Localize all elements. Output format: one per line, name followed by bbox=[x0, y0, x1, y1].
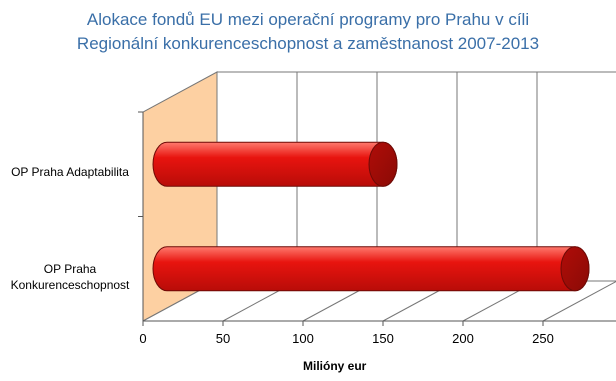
chart-title-line1: Alokace fondů EU mezi operační programy pro Prahu v cíli bbox=[86, 10, 530, 29]
chart-title-line2: Regionální konkurenceschopnost a zaměstnanost 2007-2013 bbox=[76, 34, 540, 53]
x-tick-label: 50 bbox=[215, 331, 231, 346]
category-label-2 bbox=[0, 261, 140, 293]
x-tick-label: 150 bbox=[372, 331, 394, 346]
x-axis-title: Milióny eur bbox=[303, 359, 367, 373]
category-label-line: OP Praha bbox=[43, 261, 97, 276]
x-tick-label: 250 bbox=[532, 331, 554, 346]
bar-1 bbox=[153, 142, 397, 186]
bar-2 bbox=[153, 247, 589, 291]
category-label-line: Konkurenceschopnost bbox=[10, 277, 130, 292]
category-label-line: OP Praha Adaptabilita bbox=[11, 165, 129, 180]
x-tick-label: 100 bbox=[292, 331, 314, 346]
bar-cap-2 bbox=[561, 247, 589, 291]
bar-cap-1 bbox=[369, 142, 397, 186]
x-tick-label: 200 bbox=[452, 331, 474, 346]
category-label-1 bbox=[0, 164, 140, 180]
x-tick-label: 0 bbox=[139, 331, 147, 346]
